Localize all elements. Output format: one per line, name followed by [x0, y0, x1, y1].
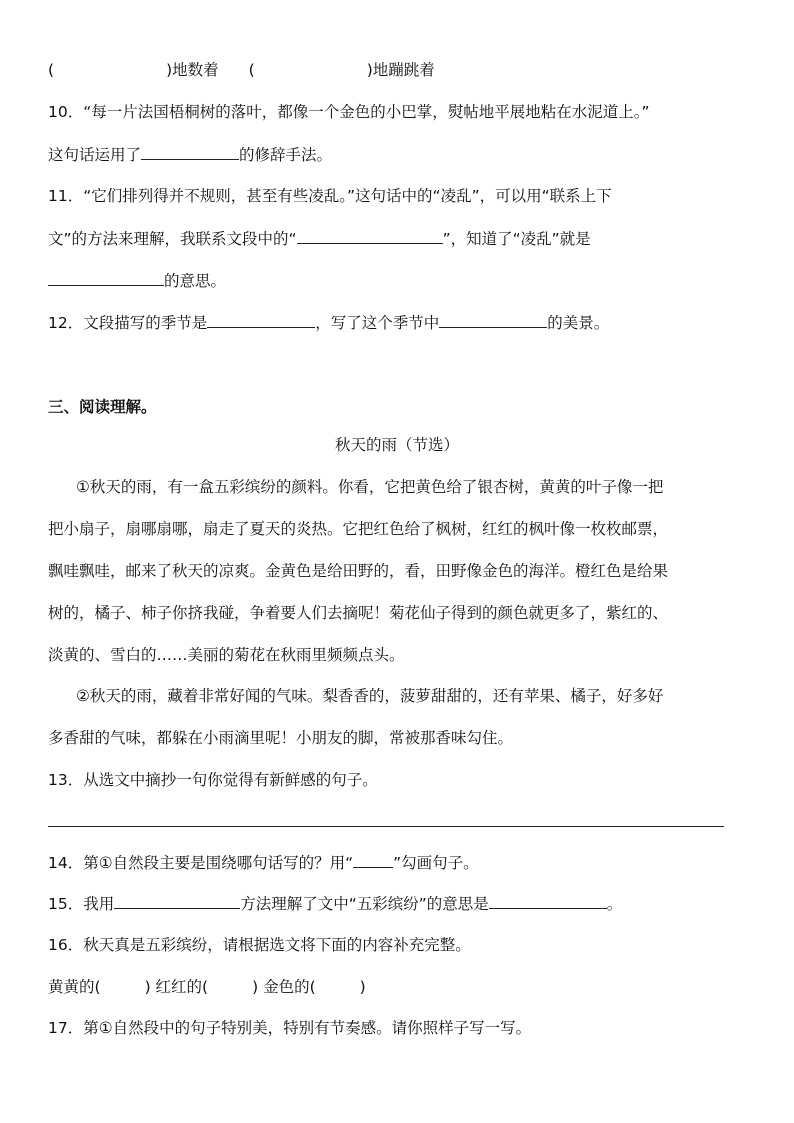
- question-16-fill-line: [48, 975, 366, 999]
- question-12: [48, 310, 609, 335]
- fill-blank-line-adverbs: [48, 58, 435, 82]
- q16-yellow-label: 黄黄的(: [48, 978, 101, 996]
- passage-p1-line: 把小扇子，扇哪扇哪，扇走了夏天的炎热。它把红色给了枫树，红红的枫叶像一枚枚邮票，: [48, 520, 669, 538]
- question-15: [48, 891, 622, 916]
- question-11-blank-line-2: [48, 268, 226, 293]
- q15-meaning-blank[interactable]: [489, 891, 607, 909]
- question-16: 16．秋天真是五彩缤纷，请根据选文将下面的内容补充完整。: [48, 936, 471, 954]
- paren-close: ): [359, 978, 366, 996]
- passage-p1-line: 淡黄的、雪白的……美丽的菊花在秋雨里频频点头。: [48, 646, 405, 664]
- q14-symbol-blank[interactable]: [353, 850, 393, 868]
- q10-suffix: 的修辞手法。: [239, 146, 333, 164]
- question-10-blank-line: [48, 142, 332, 167]
- q11-prefix: 文”的方法来理解，我联系文段中的“: [48, 230, 297, 248]
- passage-p2-line: 多香甜的气味，都躲在小雨滴里呢！小朋友的脚，常被那香味勾住。: [48, 729, 514, 747]
- q11-suffix: 的意思。: [164, 272, 227, 290]
- paren-open: (: [248, 61, 255, 79]
- q12-scenery-blank[interactable]: [439, 310, 547, 328]
- q10-answer-blank[interactable]: [141, 142, 239, 160]
- q16-red-label: ) 红红的(: [144, 978, 209, 996]
- section-heading: 三、阅读理解。: [48, 398, 157, 416]
- phrase-counting: )地数着: [166, 61, 219, 79]
- q11-middle: ”，知道了“凌乱”就是: [442, 230, 591, 248]
- q14-suffix: ”勾画句子。: [393, 854, 479, 872]
- question-10-text: 10．“每一片法国梧桐树的落叶，都像一个金色的小巴掌，熨帖地平展地粘在水泥道上。”: [48, 103, 650, 121]
- q15-prefix: 15．我用: [48, 895, 115, 913]
- q13-answer-line[interactable]: [48, 826, 724, 827]
- passage-p1-line: ①秋天的雨，有一盒五彩缤纷的颜料。你看，它把黄色给了银杏树，黄黄的叶子像一把: [76, 478, 664, 496]
- question-13: 13．从选文中摘抄一句你觉得有新鲜感的句子。: [48, 771, 378, 789]
- phrase-hopping: )地蹦跳着: [366, 61, 435, 79]
- passage-p2-line: ②秋天的雨，藏着非常好闻的气味。梨香香的，菠萝甜甜的，还有苹果、橘子，好多好: [76, 687, 664, 705]
- passage-p1-line: 树的，橘子、柿子你挤我碰，争着要人们去摘呢！菊花仙子得到的颜色就更多了，紫红的、: [48, 604, 669, 622]
- q15-middle: 方法理解了文中“五彩缤纷”的意思是: [240, 895, 489, 913]
- passage-title: 秋天的雨（节选）: [334, 436, 459, 454]
- q11-meaning-blank[interactable]: [48, 268, 164, 286]
- paren-open: (: [48, 61, 55, 79]
- question-14: [48, 850, 479, 875]
- q12-prefix: 12．文段描写的季节是: [48, 314, 208, 332]
- q15-suffix: 。: [606, 895, 623, 913]
- q11-quote-blank[interactable]: [297, 226, 443, 244]
- q12-middle: ，写了这个季节中: [315, 314, 440, 332]
- q16-golden-label: ) 金色的(: [252, 978, 316, 996]
- q12-suffix: 的美景。: [547, 314, 610, 332]
- question-17: 17．第①自然段中的句子特别美，特别有节奏感。请你照样子写一写。: [48, 1019, 532, 1037]
- q10-prefix: 这句话运用了: [48, 146, 142, 164]
- question-11-blank-line: [48, 226, 591, 251]
- question-11-text: 11．“它们排列得并不规则，甚至有些凌乱。”这句话中的“凌乱”，可以用“联系上下: [48, 187, 612, 205]
- passage-p1-line: 飘哇飘哇，邮来了秋天的凉爽。金黄色是给田野的，看，田野像金色的海洋。橙红色是给果: [48, 562, 669, 580]
- q15-method-blank[interactable]: [114, 891, 240, 909]
- q12-season-blank[interactable]: [207, 310, 315, 328]
- q14-prefix: 14．第①自然段主要是围绕哪句话写的？用“: [48, 854, 354, 872]
